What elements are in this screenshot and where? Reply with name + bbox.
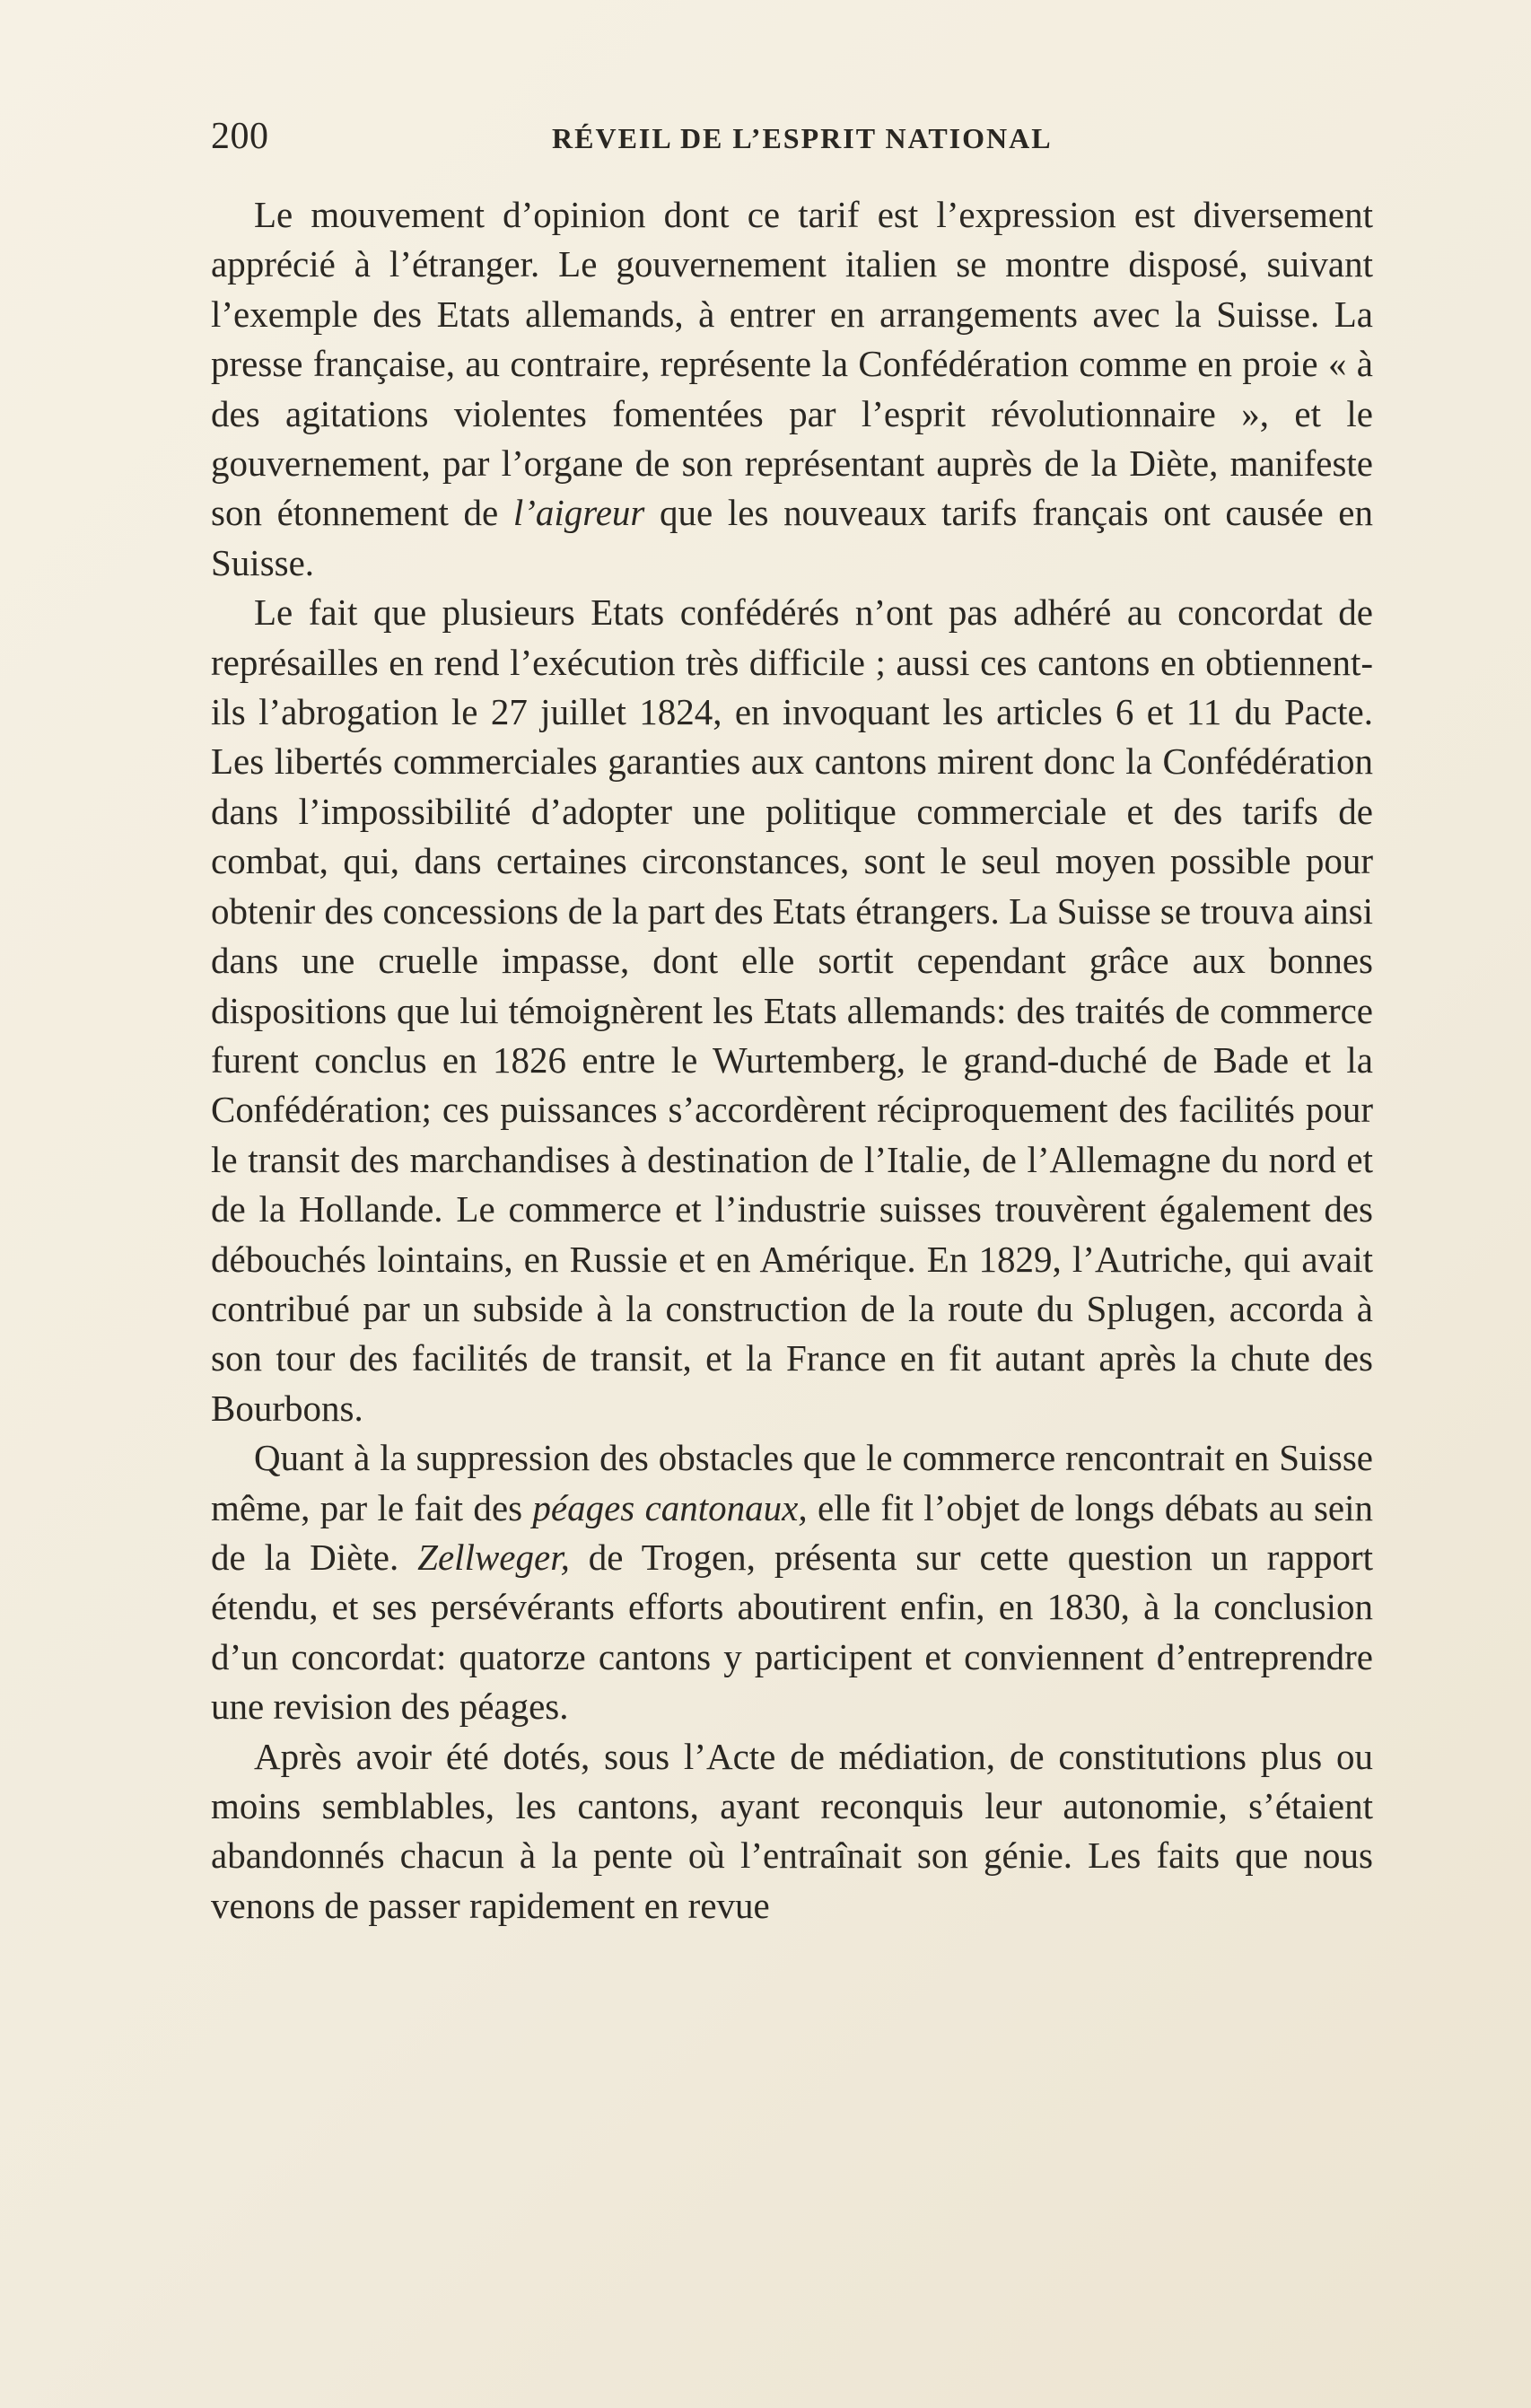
paragraph [211, 1732, 1373, 1931]
italic-term: l’aigreur [512, 492, 645, 534]
body-text [211, 190, 1373, 1931]
page-header [211, 115, 1373, 169]
text-run: de Trogen, présenta sur cette question un rapport étendu, et ses persévérants efforts aboutirent enfin, en 1830, à la conclusion d’un concordat: quatorze cantons y participent et conviennent d’entreprendre une revision des péages. [211, 1536, 1373, 1728]
italic-name: Zellweger, [417, 1536, 570, 1578]
page-number: 200 [211, 116, 269, 157]
text-run: Après avoir été dotés, sous l’Acte de médiation, de constitutions plus ou moins semblables, les cantons, ayant reconquis leur autonomie, s’étaient abandonnés chacun à la pente où l’entraînait son génie. Les faits que nous venons de passer rapidement en revue [211, 1735, 1373, 1926]
paragraph [211, 588, 1373, 1433]
text-run: que les nouveaux tarifs français ont causée en Suisse. [211, 492, 1374, 583]
text-run: Le fait que plusieurs Etats confédérés n’ont pas adhéré au concordat de représailles en rend l’exécution très difficile ; aussi ces cantons en obtiennent-ils l’abrogation le 27 juillet 1824, en invoquant les articles 6 et 11 du Pacte. Les libertés commerciales garanties aux cantons mirent donc la Confédération dans l’impossibilité d’adopter une politique commerciale et des tarifs de combat, qui, dans certaines circonstances, sont le seul moyen possible pour obtenir des concessions de la part des Etats étrangers. La Suisse se trouva ainsi dans une cruelle impasse, dont elle sortit cependant grâce aux bonnes dispositions que lui témoignèrent les Etats allemands: des traités de commerce furent conclus en 1826 entre le Wurtemberg, le grand-duché de Bade et la Confédération; ces puissances s’accordèrent réciproquement des facilités pour le transit des marchandises à destination de l’Italie, de l’Allemagne du nord et de la Hollande. Le commerce et l’industrie suisses trouvèrent également des débouchés lointains, en Russie et en Amérique. En 1829, l’Autriche, qui avait contribué par un subside à la construction de la route du Splugen, accorda à son tour des facilités de transit, et la France en fit autant après la chute des Bourbons. [211, 591, 1373, 1429]
paragraph [211, 190, 1373, 588]
text-run: Le mouvement d’opinion dont ce tarif est l’expression est diversement apprécié à l’étranger. Le gouvernement italien se montre disposé, suivant l’exemple des Etats allemands, à entrer en arrangements avec la Suisse. La presse française, au contraire, représente la Confédération comme en proie « à des agitations violentes fomentées par l’esprit révolutionnaire », et le gouvernement, par l’organe de son représentant auprès de la Diète, manifeste son étonnement de [211, 194, 1373, 534]
text-run: elle fit l’objet de longs débats au sein de la Diète. [211, 1486, 1374, 1578]
running-title: RÉVEIL DE L’ESPRIT NATIONAL [552, 122, 1053, 154]
text-run: Quant à la suppression des obstacles que le commerce rencontrait en Suisse même, par le fait des [211, 1437, 1373, 1528]
italic-term: péages cantonaux, [532, 1486, 808, 1528]
paragraph [211, 1433, 1373, 1731]
